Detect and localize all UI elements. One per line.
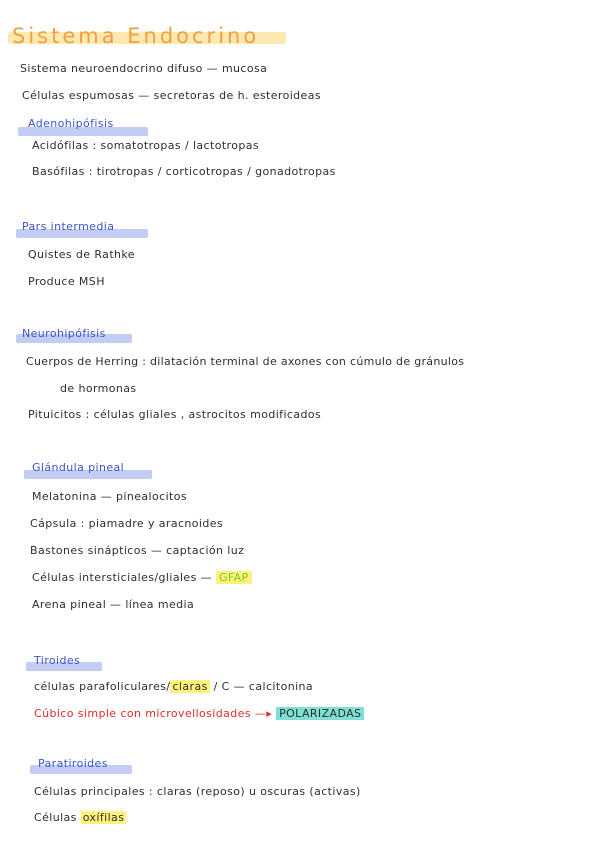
- list-item: Cápsula : piamadre y aracnoides: [30, 517, 224, 530]
- page-title: Sistema Endocrino: [12, 24, 260, 48]
- intro-line: Sistema neuroendocrino difuso — mucosa: [20, 62, 268, 75]
- heading-tiroides: Tiroides: [34, 654, 81, 667]
- cubico-text: Cúbico simple con microvellosidades —▸: [34, 707, 273, 720]
- list-item: [34, 707, 364, 720]
- intersticial-text: Células intersticiales/gliales —: [32, 571, 213, 584]
- list-item: Acidófilas : somatotropas / lactotropas: [32, 139, 260, 152]
- heading-paratiroides: Paratiroides: [38, 757, 108, 770]
- heading-glandula-pineal: Glándula pineal: [32, 461, 125, 474]
- heading-adenohipofisis: Adenohipófisis: [28, 117, 114, 130]
- gfap-highlight: GFAP: [216, 571, 252, 584]
- parafoliculares-text: células parafoliculares/: [34, 680, 171, 693]
- list-item: Cuerpos de Herring : dilatación terminal de axones con cúmulo de gránulos: [26, 355, 465, 368]
- list-item: Pituicitos : células gliales , astrocitos modificados: [28, 408, 322, 421]
- list-item: [34, 680, 313, 693]
- list-item: Basófilas : tirotropas / corticotropas / gonadotropas: [32, 165, 336, 178]
- list-item: [32, 571, 252, 584]
- calcitonina-text: / C — calcitonina: [213, 680, 314, 693]
- list-item: Quistes de Rathke: [28, 248, 135, 261]
- celulas-text: Células: [34, 811, 77, 824]
- list-item: [34, 811, 126, 824]
- list-item: Melatonina — pinealocitos: [32, 490, 188, 503]
- oxifilas-highlight: oxífilas: [82, 811, 125, 824]
- list-item: Arena pineal — línea media: [32, 598, 195, 611]
- intro-line: Células espumosas — secretoras de h. esteroideas: [22, 89, 322, 102]
- heading-neurohipofisis: Neurohipófisis: [22, 327, 106, 340]
- heading-pars-intermedia: Pars intermedia: [22, 220, 115, 233]
- list-item: de hormonas: [60, 382, 137, 395]
- list-item: Bastones sinápticos — captación luz: [30, 544, 245, 557]
- list-item: Produce MSH: [28, 275, 105, 288]
- claras-highlight: claras: [172, 680, 208, 693]
- list-item: Células principales : claras (reposo) u oscuras (activas): [34, 785, 361, 798]
- polarizadas-highlight: POLARIZADAS: [276, 707, 364, 720]
